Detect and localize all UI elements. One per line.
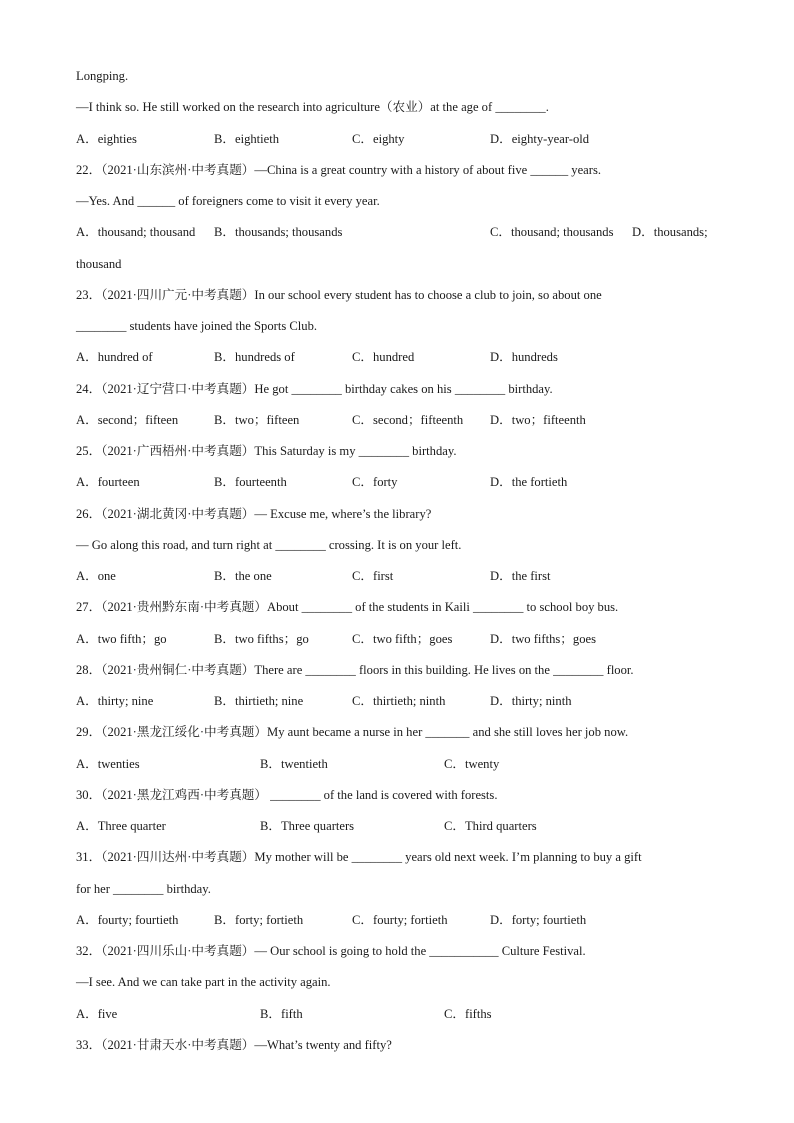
options-row — [0, 756, 794, 772]
options-row — [0, 818, 794, 834]
option-d: D．hundreds — [490, 350, 558, 365]
option-b: B．thirtieth; nine — [214, 694, 304, 708]
option-a: A．fourteen — [76, 475, 140, 490]
option-a: A．eighties — [76, 131, 137, 146]
option-a: A．hundred of — [76, 350, 153, 365]
question-line: 32．（2021·四川乐山·中考真题）— Our school is going to hold the ___________ Culture Festival. — [76, 944, 586, 958]
option-c: C．twenty — [444, 756, 500, 771]
option-a: A．five — [76, 1006, 118, 1021]
option-d: D．thousands; — [632, 225, 708, 240]
options-row — [0, 568, 794, 584]
option-c: C．first — [352, 569, 394, 583]
options-row — [0, 912, 794, 928]
options-row — [0, 412, 794, 428]
option-a: A．twenties — [76, 756, 140, 771]
text-line: —I see. And we can take part in the activity again. — [76, 975, 331, 990]
option-b: B．two；fifteen — [214, 412, 300, 427]
question-line: 23．（2021·四川广元·中考真题）In our school every student has to choose a club to join, so about one — [76, 287, 602, 302]
text-line: for her ________ birthday. — [76, 881, 211, 896]
option-a: A．fourty; fourtieth — [76, 912, 179, 927]
question-line: 33．（2021·甘肃天水·中考真题）—What’s twenty and fifty? — [76, 1037, 392, 1052]
options-row — [0, 131, 794, 147]
option-c: C．hundred — [352, 350, 415, 365]
option-d: D．forty; fourtieth — [490, 912, 587, 927]
question-line: 26．（2021·湖北黄冈·中考真题）— Excuse me, where’s the library? — [76, 506, 432, 521]
option-c: C．two fifth；goes — [352, 631, 453, 646]
question-line: 25．（2021·广西梧州·中考真题）This Saturday is my ________ birthday. — [76, 444, 457, 458]
option-c: C．thousand; thousands — [490, 225, 614, 240]
option-d: D．two fifths；goes — [490, 631, 596, 646]
option-a: A．Three quarter — [76, 819, 166, 833]
question-line: 31．（2021·四川达州·中考真题）My mother will be ________ years old next week. I’m planning to buy a gift — [76, 850, 642, 865]
option-c: C．fifths — [444, 1006, 492, 1021]
option-d: D．two；fifteenth — [490, 412, 586, 427]
question-line: 24．（2021·辽宁营口·中考真题）He got ________ birthday cakes on his ________ birthday. — [76, 381, 553, 396]
option-c: C．Third quarters — [444, 819, 537, 833]
option-b: B．the one — [214, 569, 272, 583]
option-c: C．thirtieth; ninth — [352, 694, 446, 708]
text-line: —I think so. He still worked on the research into agriculture（农业）at the age of ________. — [76, 100, 549, 115]
option-a: A．one — [76, 569, 116, 583]
option-a: A．thirty; nine — [76, 694, 154, 708]
options-row — [0, 631, 794, 647]
option-d: D．eighty-year-old — [490, 131, 590, 146]
option-b: B．twentieth — [260, 756, 328, 771]
options-row — [0, 1006, 794, 1022]
option-b: B．eightieth — [214, 131, 280, 146]
question-line: 28．（2021·贵州铜仁·中考真题）There are ________ floors in this building. He lives on the ________ floor. — [76, 662, 634, 677]
text-line: — Go along this road, and turn right at ________ crossing. It is on your left. — [76, 537, 462, 552]
options-row — [0, 224, 794, 240]
option-c: C．forty — [352, 475, 398, 490]
option-b: B．two fifths；go — [214, 631, 309, 646]
question-line: 30．（2021·黑龙江鸡西·中考真题） ________ of the land is covered with forests. — [76, 787, 498, 802]
text-line: Longping. — [76, 69, 129, 83]
option-d: D．the fortieth — [490, 475, 568, 490]
option-a: A．thousand; thousand — [76, 225, 196, 240]
option-d: D．the first — [490, 569, 551, 583]
option-c: C．eighty — [352, 131, 405, 146]
text-line: thousand — [76, 256, 122, 271]
question-line: 27．（2021·贵州黔东南·中考真题）About ________ of the students in Kaili ________ to school boy bus. — [76, 600, 619, 615]
options-row — [0, 474, 794, 490]
question-line: 22．（2021·山东滨州·中考真题）—China is a great country with a history of about five ______ years. — [76, 162, 601, 177]
text-line: ________ students have joined the Sports Club. — [76, 319, 318, 333]
option-c: C．second；fifteenth — [352, 412, 464, 427]
text-line: —Yes. And ______ of foreigners come to visit it every year. — [76, 194, 380, 208]
options-row — [0, 349, 794, 365]
option-d: D．thirty; ninth — [490, 694, 572, 708]
option-b: B．fourteenth — [214, 475, 287, 490]
option-b: B．thousands; thousands — [214, 225, 343, 240]
option-b: B．hundreds of — [214, 350, 295, 365]
question-line: 29．（2021·黑龙江绥化·中考真题）My aunt became a nurse in her _______ and she still loves her job now. — [76, 725, 629, 740]
option-c: C．fourty; fortieth — [352, 912, 448, 927]
option-b: B．fifth — [260, 1006, 303, 1021]
option-b: B．Three quarters — [260, 819, 355, 833]
options-row — [0, 693, 794, 709]
option-a: A．two fifth；go — [76, 631, 167, 646]
option-a: A．second；fifteen — [76, 412, 179, 427]
option-b: B．forty; fortieth — [214, 912, 304, 927]
